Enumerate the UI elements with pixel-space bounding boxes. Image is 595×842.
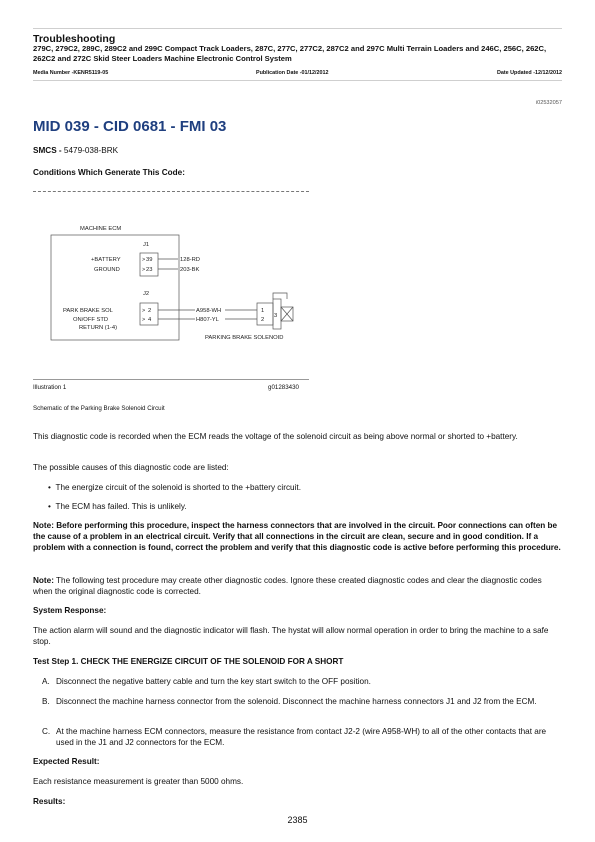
pin-23: 23 (146, 267, 153, 273)
bullet-item (48, 502, 187, 511)
battery-label: +BATTERY (91, 257, 121, 263)
page-title: MID 039 - CID 0681 - FMI 03 (33, 118, 227, 135)
park-brake-line3: RETURN (1-4) (79, 325, 118, 331)
step-letter: A. (42, 677, 50, 686)
media-number: Media Number -KENR5119-05 (33, 70, 109, 76)
results-heading: Results: (33, 797, 66, 806)
park-brake-line1: PARK BRAKE SOL (63, 308, 113, 314)
step-text: At the machine harness ECM connectors, measure the resistance from contact J2-2 (wire A958-WH) to all of the other contacts that are used in the J1 and J2 connectors for the ECM. (56, 727, 547, 747)
bullet-text: The ECM has failed. This is unlikely. (55, 502, 187, 511)
j2-label: J2 (143, 291, 150, 297)
ground-label: GROUND (94, 267, 120, 273)
page-number: 2385 (287, 815, 308, 825)
system-response-text: The action alarm will sound and the diagnostic indicator will flash. The hystat will allow normal operation in order to bring the machine to a safe stop. (33, 626, 549, 646)
svg-text:>: > (142, 267, 146, 273)
step-text: Disconnect the machine harness connector from the solenoid. Disconnect the machine harness connectors J1 and J2 from the ECM. (56, 697, 537, 706)
header-bottom-rule (33, 80, 562, 81)
pin-4: 4 (148, 317, 152, 323)
wire-h807-yl: H807-YL (196, 317, 219, 323)
note-bold-paragraph: Note: Before performing this procedure, inspect the harness connectors that are involved in the circuit. Poor connections can often be the cause of a problem in an electrical circuit. Verify that all connections in the circuit are clean, secure and in good condition. If a problem with a connection is found, correct the problem and verify that this diagnostic code is active before performing this procedure. (33, 521, 561, 552)
pin-39: 39 (146, 257, 153, 263)
wire-a958-wh: A958-WH (196, 308, 222, 314)
expected-result-text: Each resistance measurement is greater than 5000 ohms. (33, 777, 244, 786)
step-letter: C. (42, 727, 51, 736)
pin-2: 2 (148, 308, 152, 314)
note-paragraph (33, 576, 563, 598)
svg-text:>: > (142, 257, 146, 263)
j1-label: J1 (143, 242, 150, 248)
wire-203-bk: 203-BK (180, 267, 200, 273)
note-label: Note: (33, 576, 54, 585)
section-divider (33, 191, 309, 192)
svg-text:>: > (142, 317, 146, 323)
illustration-label: Illustration 1 (33, 384, 67, 391)
expected-result-heading: Expected Result: (33, 757, 100, 766)
system-response-heading: System Response: (33, 606, 107, 615)
step-text: Disconnect the negative battery cable and turn the key start switch to the OFF position. (56, 677, 371, 686)
illustration-caption: Schematic of the Parking Brake Solenoid Circuit (33, 405, 165, 412)
step-letter: B. (42, 697, 50, 706)
note-text: The following test procedure may create other diagnostic codes. Ignore these created diagnostic codes and clear the diagnostic codes when the original diagnostic code is corrected. (33, 576, 542, 596)
wire-128-rd: 128-RD (180, 257, 200, 263)
header-title: Troubleshooting (33, 33, 116, 45)
bullet-dot-icon: • (48, 483, 51, 492)
park-brake-line2: ON/OFF STD (73, 317, 109, 323)
solenoid-connector (257, 303, 273, 325)
bullet-dot-icon: • (48, 502, 51, 511)
machine-ecm-label: MACHINE ECM (80, 226, 122, 232)
conditions-heading: Conditions Which Generate This Code: (33, 168, 185, 177)
header-subtitle: 279C, 279C2, 289C, 289C2 and 299C Compact Track Loaders, 287C, 277C, 277C2, 287C2 and 297C Multi Terrain Loaders and 246C, 256C, 262C, 262C2 and 272C Skid Steer Loaders Machine Electronic Control System (33, 44, 547, 63)
solenoid-label: PARKING BRAKE SOLENOID (205, 335, 284, 341)
causes-paragraph: The possible causes of this diagnostic code are listed: (33, 463, 229, 472)
date-updated: Date Updated -12/12/2012 (496, 70, 562, 76)
svg-text:>: > (142, 308, 146, 314)
illustration-rule (33, 379, 309, 380)
illustration-code: g01283430 (268, 384, 299, 391)
sol-pin-3: 3 (274, 313, 278, 319)
sol-pin-1: 1 (261, 308, 265, 314)
smcs-line (33, 146, 563, 157)
schematic-diagram (33, 215, 313, 375)
smcs-value: 5479-038-BRK (61, 146, 119, 155)
sol-pin-2: 2 (261, 317, 265, 323)
publication-date: Publication Date -01/12/2012 (256, 70, 329, 76)
document-id: i02532057 (535, 100, 562, 106)
bullet-text: The energize circuit of the solenoid is shorted to the +battery circuit. (55, 483, 301, 492)
header-top-rule (33, 28, 562, 29)
smcs-label: SMCS - (33, 146, 62, 155)
intro-paragraph: This diagnostic code is recorded when the ECM reads the voltage of the solenoid circuit as being above normal or shorted to +battery. (33, 432, 518, 441)
test-step-heading: Test Step 1. CHECK THE ENERGIZE CIRCUIT OF THE SOLENOID FOR A SHORT (33, 657, 344, 666)
bullet-item (48, 483, 301, 492)
